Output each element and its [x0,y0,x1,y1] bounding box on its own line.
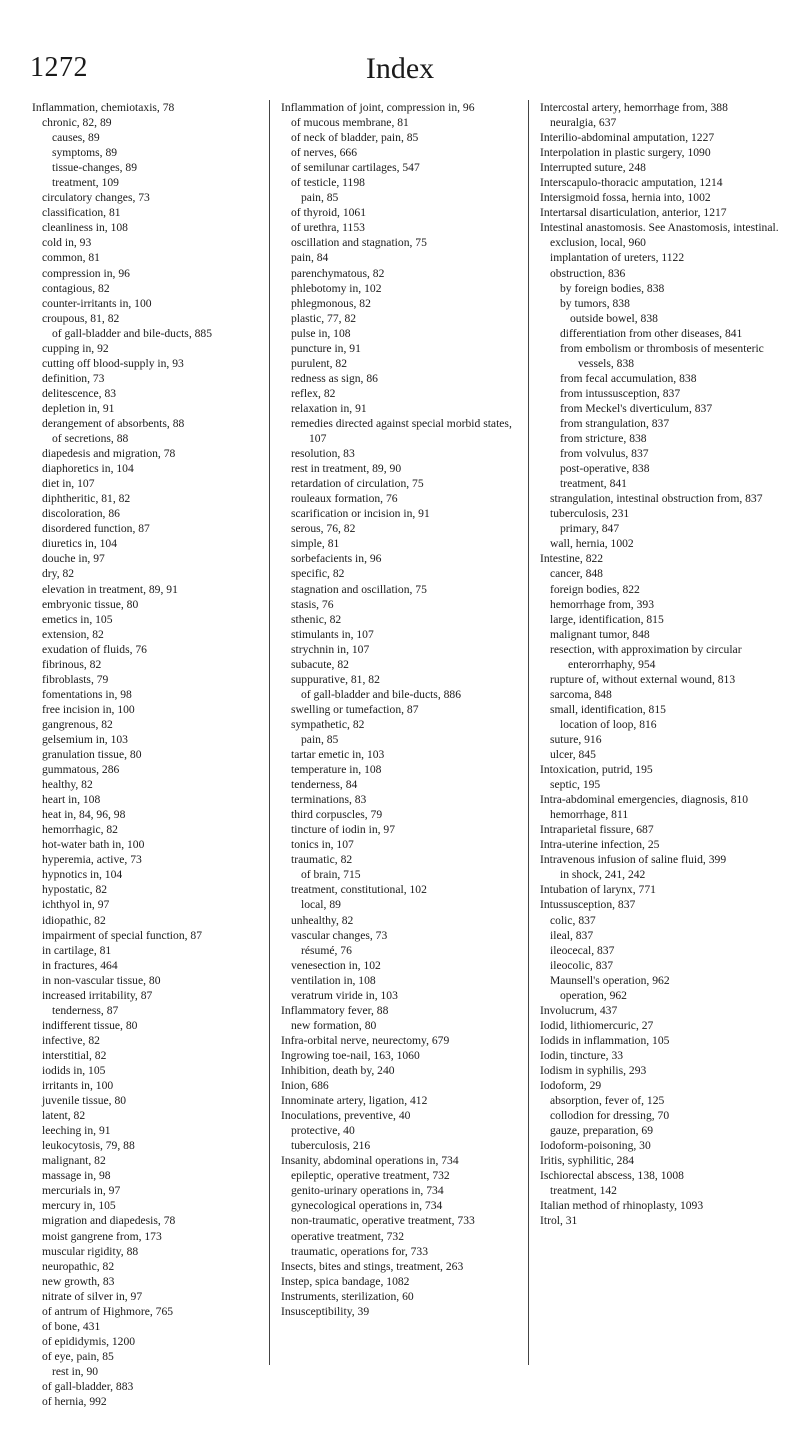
index-entry: résumé, 76 [301,943,352,957]
index-entry: extension, 82 [42,627,104,641]
index-entry: moist gangrene from, 173 [42,1229,162,1243]
index-entry: Insusceptibility, 39 [281,1304,370,1318]
index-entry: of antrum of Highmore, 765 [42,1304,174,1318]
index-entry: suture, 916 [550,732,602,746]
index-entry: Insects, bites and stings, treatment, 263 [281,1259,464,1273]
index-entry: Interscapulo-thoracic amputation, 1214 [540,176,723,190]
index-entry: granulation tissue, 80 [42,748,142,762]
index-entry: from stricture, 838 [560,432,647,446]
index-entry: interstitial, 82 [42,1048,107,1062]
index-entry: muscular rigidity, 88 [42,1244,139,1258]
index-entry: of testicle, 1198 [291,176,365,190]
index-entry: counter-irritants in, 100 [42,296,152,310]
index-entry: in shock, 241, 242 [560,868,646,882]
index-entry: Involucrum, 437 [540,1003,618,1017]
index-entry: gangrenous, 82 [42,717,113,731]
index-entry: remedies directed against special morbid states, 107 [291,416,512,446]
index-entry: venesection in, 102 [291,958,381,972]
index-entry: heat in, 84, 96, 98 [42,808,126,822]
index-entry: leeching in, 91 [42,1124,111,1138]
index-entry: scarification or incision in, 91 [291,507,430,521]
index-columns [32,100,780,1420]
index-entry: stagnation and oscillation, 75 [291,582,427,596]
index-entry: rupture of, without external wound, 813 [550,672,736,686]
index-entry: indifferent tissue, 80 [42,1018,138,1032]
index-entry: Inflammation, chemiotaxis, 78 [32,101,175,114]
index-entry: impairment of special function, 87 [42,928,203,942]
index-entry: of hernia, 992 [42,1395,107,1409]
index-entry: Interpolation in plastic surgery, 1090 [540,146,711,160]
index-entry: diphtheritic, 81, 82 [42,492,131,506]
index-entry: treatment, 142 [550,1184,617,1198]
index-entry: serous, 76, 82 [291,522,356,536]
index-entry: primary, 847 [560,522,620,536]
index-entry: leukocytosis, 79, 88 [42,1139,135,1153]
index-entry: of gall-bladder, 883 [42,1379,134,1393]
index-entry: hyperemia, active, 73 [42,853,142,867]
index-entry: tincture of iodin in, 97 [291,823,396,837]
index-entry: causes, 89 [52,131,100,145]
index-entry: of neck of bladder, pain, 85 [291,131,419,145]
index-entry: swelling or tumefaction, 87 [291,702,419,716]
index-entry: Ischiorectal abscess, 138, 1008 [540,1169,684,1183]
index-entry: relaxation in, 91 [291,401,367,415]
index-entry: puncture in, 91 [291,341,361,355]
index-entry: phlegmonous, 82 [291,296,371,310]
index-entry: increased irritability, 87 [42,988,153,1002]
index-entry: Ingrowing toe-nail, 163, 1060 [281,1048,420,1062]
index-entry: temperature in, 108 [291,763,382,777]
index-entry: Insanity, abdominal operations in, 734 [281,1154,459,1168]
index-entry: croupous, 81, 82 [42,311,120,325]
index-entry: Intercostal artery, hemorrhage from, 388 [540,101,728,114]
index-entry: strychnin in, 107 [291,642,370,656]
index-entry: Maunsell's operation, 962 [550,973,670,987]
index-entry: colic, 837 [550,913,596,927]
index-entry: from strangulation, 837 [560,416,670,430]
index-entry: Iodism in syphilis, 293 [540,1064,647,1077]
index-entry: delitescence, 83 [42,386,117,400]
index-entry: gelsemium in, 103 [42,732,128,746]
index-entry: Intussusception, 837 [540,898,636,912]
index-entry: nitrate of silver in, 97 [42,1289,143,1303]
index-entry: pain, 84 [291,251,329,265]
index-entry: Iodids in inflammation, 105 [540,1033,670,1047]
index-entry: parenchymatous, 82 [291,266,385,280]
index-entry: ileocolic, 837 [550,958,614,972]
index-entry: simple, 81 [291,537,340,551]
index-entry: definition, 73 [42,371,105,385]
index-entry: massage in, 98 [42,1169,111,1183]
index-entry: tuberculosis, 216 [291,1139,371,1153]
index-entry: Inflammation of joint, compression in, 96 [281,101,475,114]
index-entry: diaphoretics in, 104 [42,462,134,476]
index-entry: Interrupted suture, 248 [540,161,646,175]
index-entry: discoloration, 86 [42,507,120,521]
index-entry: ichthyol in, 97 [42,898,110,912]
index-entry: ileocecal, 837 [550,943,615,957]
index-entry: from Meckel's diverticulum, 837 [560,401,713,415]
index-entry: purulent, 82 [291,356,348,370]
index-entry: Infra-orbital nerve, neurectomy, 679 [281,1033,450,1047]
index-entry: collodion for dressing, 70 [550,1109,670,1123]
index-entry: dry, 82 [42,567,75,581]
index-entry: chronic, 82, 89 [42,116,112,130]
index-entry: tissue-changes, 89 [52,161,138,175]
index-entry: gynecological operations in, 734 [291,1199,443,1213]
index-entry: sthenic, 82 [291,612,342,626]
index-entry: traumatic, operations for, 733 [291,1244,429,1258]
index-entry: ulcer, 845 [550,748,596,762]
index-entry: Inhibition, death by, 240 [281,1064,395,1077]
index-entry: diet in, 107 [42,477,95,491]
index-entry: Iodin, tincture, 33 [540,1048,624,1062]
index-entry: non-traumatic, operative treatment, 733 [291,1214,475,1228]
index-entry: gummatous, 286 [42,763,120,777]
index-entry: of gall-bladder and bile-ducts, 885 [52,326,213,340]
index-entry: fomentations in, 98 [42,687,132,701]
index-entry: phlebotomy in, 102 [291,281,382,295]
index-entry: cleanliness in, 108 [42,221,128,235]
index-entry: of nerves, 666 [291,146,358,160]
index-entry: Iodid, lithiomercuric, 27 [540,1018,654,1032]
index-entry: Intertarsal disarticulation, anterior, 1217 [540,206,727,220]
index-entry: Inion, 686 [281,1079,329,1093]
index-entry: plastic, 77, 82 [291,311,357,325]
index-entry: large, identification, 815 [550,612,664,626]
index-entry: hypnotics in, 104 [42,868,123,882]
index-entry: Intraparietal fissure, 687 [540,823,654,837]
index-entry: gauze, preparation, 69 [550,1124,654,1138]
index-entry: exudation of fluids, 76 [42,642,147,656]
index-entry: location of loop, 816 [560,717,657,731]
index-entry: irritants in, 100 [42,1079,114,1093]
index-entry: Itrol, 31 [540,1214,578,1228]
index-entry: of brain, 715 [301,868,361,882]
index-entry: disordered function, 87 [42,522,150,536]
index-entry: new growth, 83 [42,1274,115,1288]
index-entry: pain, 85 [301,191,339,205]
index-entry: treatment, 841 [560,477,627,491]
index-entry: malignant, 82 [42,1154,106,1168]
index-column-right [540,100,780,1420]
index-entry: terminations, 83 [291,793,367,807]
index-entry: third corpuscles, 79 [291,808,383,822]
index-entry: Iodoform, 29 [540,1079,602,1093]
index-entry: neuropathic, 82 [42,1259,115,1273]
index-entry: treatment, constitutional, 102 [291,883,427,897]
index-entry: specific, 82 [291,567,345,581]
index-entry: free incision in, 100 [42,702,135,716]
index-entry: mercurials in, 97 [42,1184,121,1198]
index-entry: tuberculosis, 231 [550,507,630,521]
index-entry: fibroblasts, 79 [42,672,109,686]
index-entry: pulse in, 108 [291,326,351,340]
index-entry: migration and diapedesis, 78 [42,1214,176,1228]
index-entry: emetics in, 105 [42,612,113,626]
index-entry: hemorrhagic, 82 [42,823,118,837]
index-entry: reflex, 82 [291,386,336,400]
index-entry: from volvulus, 837 [560,447,649,461]
index-entry: cold in, 93 [42,236,92,250]
index-entry: classification, 81 [42,206,121,220]
index-column-left [32,100,257,1420]
index-entry: contagious, 82 [42,281,110,295]
index-entry: Intoxication, putrid, 195 [540,763,653,777]
index-entry: of mucous membrane, 81 [291,116,409,130]
index-entry: rouleaux formation, 76 [291,492,398,506]
index-entry: genito-urinary operations in, 734 [291,1184,444,1198]
index-entry: protective, 40 [291,1124,355,1138]
index-entry: rest in treatment, 89, 90 [291,462,402,476]
index-entry: local, 89 [301,898,341,912]
index-entry: heart in, 108 [42,793,101,807]
index-entry: redness as sign, 86 [291,371,378,385]
index-entry: circulatory changes, 73 [42,191,150,205]
index-entry: tonics in, 107 [291,838,354,852]
index-entry: mercury in, 105 [42,1199,116,1213]
index-entry: fibrinous, 82 [42,657,102,671]
index-entry: implantation of ureters, 1122 [550,251,685,265]
index-entry: unhealthy, 82 [291,913,354,927]
index-column-middle [281,100,516,1420]
index-entry: post-operative, 838 [560,462,650,476]
index-entry: tartar emetic in, 103 [291,748,385,762]
index-entry: depletion in, 91 [42,401,115,415]
index-entry: idiopathic, 82 [42,913,106,927]
page-number: 1272 [30,52,88,83]
index-entry: by foreign bodies, 838 [560,281,665,295]
index-entry: diuretics in, 104 [42,537,118,551]
index-entry: foreign bodies, 822 [550,582,640,596]
index-entry: exclusion, local, 960 [550,236,646,250]
index-entry: Intestinal anastomosis. See Anastomosis, intestinal. [540,221,779,235]
index-entry: obstruction, 836 [550,266,626,280]
index-entry: subacute, 82 [291,657,349,671]
index-entry: retardation of circulation, 75 [291,477,424,491]
index-entry: derangement of absorbents, 88 [42,416,185,430]
index-entry: sorbefacients in, 96 [291,552,382,566]
index-entry: healthy, 82 [42,778,93,792]
index-entry: Intubation of larynx, 771 [540,883,656,897]
index-entry: oscillation and stagnation, 75 [291,236,427,250]
index-entry: Italian method of rhinoplasty, 1093 [540,1199,704,1213]
index-entry: sympathetic, 82 [291,717,365,731]
index-entry: stimulants in, 107 [291,627,374,641]
index-entry: Intersigmoid fossa, hernia into, 1002 [540,191,711,205]
index-entry: Intestine, 822 [540,552,604,566]
index-entry: of gall-bladder and bile-ducts, 886 [301,687,462,701]
index-entry: hemorrhage from, 393 [550,597,654,611]
index-entry: sarcoma, 848 [550,687,612,701]
index-entry: of eye, pain, 85 [42,1349,114,1363]
index-entry: latent, 82 [42,1109,86,1123]
index-entry: outside bowel, 838 [570,311,658,325]
index-entry: Inflammatory fever, 88 [281,1003,389,1017]
index-entry: of secretions, 88 [52,432,129,446]
index-entry: Intra-uterine infection, 25 [540,838,660,852]
index-entry: hot-water bath in, 100 [42,838,145,852]
index-entry: resection, with approximation by circular enterorrhaphy, 954 [550,642,742,671]
index-entry: differentiation from other diseases, 841 [560,326,743,340]
index-entry: traumatic, 82 [291,853,353,867]
index-entry: operative treatment, 732 [291,1229,404,1243]
index-entry: in non-vascular tissue, 80 [42,973,161,987]
index-entry: of epididymis, 1200 [42,1334,136,1348]
index-entry: hemorrhage, 811 [550,808,629,822]
index-entry: Instruments, sterilization, 60 [281,1289,414,1303]
index-entry: stasis, 76 [291,597,334,611]
index-entry: Iodoform-poisoning, 30 [540,1139,651,1153]
index-entry: suppurative, 81, 82 [291,672,380,686]
index-entry: Iritis, syphilitic, 284 [540,1154,635,1168]
index-entry: cancer, 848 [550,567,603,581]
index-entry: treatment, 109 [52,176,119,190]
index-entry: of semilunar cartilages, 547 [291,161,420,175]
index-entry: of bone, 431 [42,1319,101,1333]
index-entry: Intravenous infusion of saline fluid, 399 [540,853,727,867]
index-entry: neuralgia, 637 [550,116,617,130]
index-entry: infective, 82 [42,1033,100,1047]
index-entry: by tumors, 838 [560,296,630,310]
index-entry: wall, hernia, 1002 [550,537,634,551]
index-entry: in cartilage, 81 [42,943,112,957]
index-entry: symptoms, 89 [52,146,118,160]
index-entry: hypostatic, 82 [42,883,108,897]
index-entry: veratrum viride in, 103 [291,988,398,1002]
index-entry: juvenile tissue, 80 [42,1094,127,1108]
index-entry: from embolism or thrombosis of mesenteric vessels, 838 [560,341,764,370]
index-entry: absorption, fever of, 125 [550,1094,665,1108]
index-entry: of urethra, 1153 [291,221,365,235]
index-entry: from fecal accumulation, 838 [560,371,697,385]
index-entry: Inoculations, preventive, 40 [281,1109,411,1123]
index-entry: pain, 85 [301,732,339,746]
index-entry: ventilation in, 108 [291,973,376,987]
index-entry: Intra-abdominal emergencies, diagnosis, 810 [540,793,749,807]
index-entry: malignant tumor, 848 [550,627,650,641]
index-entry: douche in, 97 [42,552,105,566]
index-entry: new formation, 80 [291,1018,377,1032]
index-entry: in fractures, 464 [42,958,118,972]
index-entry: common, 81 [42,251,100,265]
index-entry: small, identification, 815 [550,702,666,716]
page-title: Index [365,52,435,85]
index-entry: Instep, spica bandage, 1082 [281,1274,410,1288]
index-entry: vascular changes, 73 [291,928,388,942]
index-entry: strangulation, intestinal obstruction from, 837 [550,492,763,506]
index-entry: Innominate artery, ligation, 412 [281,1094,428,1108]
index-entry: epileptic, operative treatment, 732 [291,1169,450,1183]
index-entry: ileal, 837 [550,928,594,942]
index-entry: tenderness, 84 [291,778,358,792]
index-entry: elevation in treatment, 89, 91 [42,582,178,596]
index-entry: diapedesis and migration, 78 [42,447,176,461]
index-entry: septic, 195 [550,778,601,792]
index-entry: tenderness, 87 [52,1003,119,1017]
index-entry: cutting off blood-supply in, 93 [42,356,184,370]
index-entry: rest in, 90 [52,1364,99,1378]
index-entry: of thyroid, 1061 [291,206,367,220]
index-entry: compression in, 96 [42,266,130,280]
index-entry: embryonic tissue, 80 [42,597,139,611]
index-entry: from intussusception, 837 [560,386,681,400]
index-entry: resolution, 83 [291,447,355,461]
index-entry: Interilio-abdominal amputation, 1227 [540,131,715,145]
index-entry: operation, 962 [560,988,627,1002]
index-entry: iodids in, 105 [42,1064,106,1077]
index-entry: cupping in, 92 [42,341,109,355]
